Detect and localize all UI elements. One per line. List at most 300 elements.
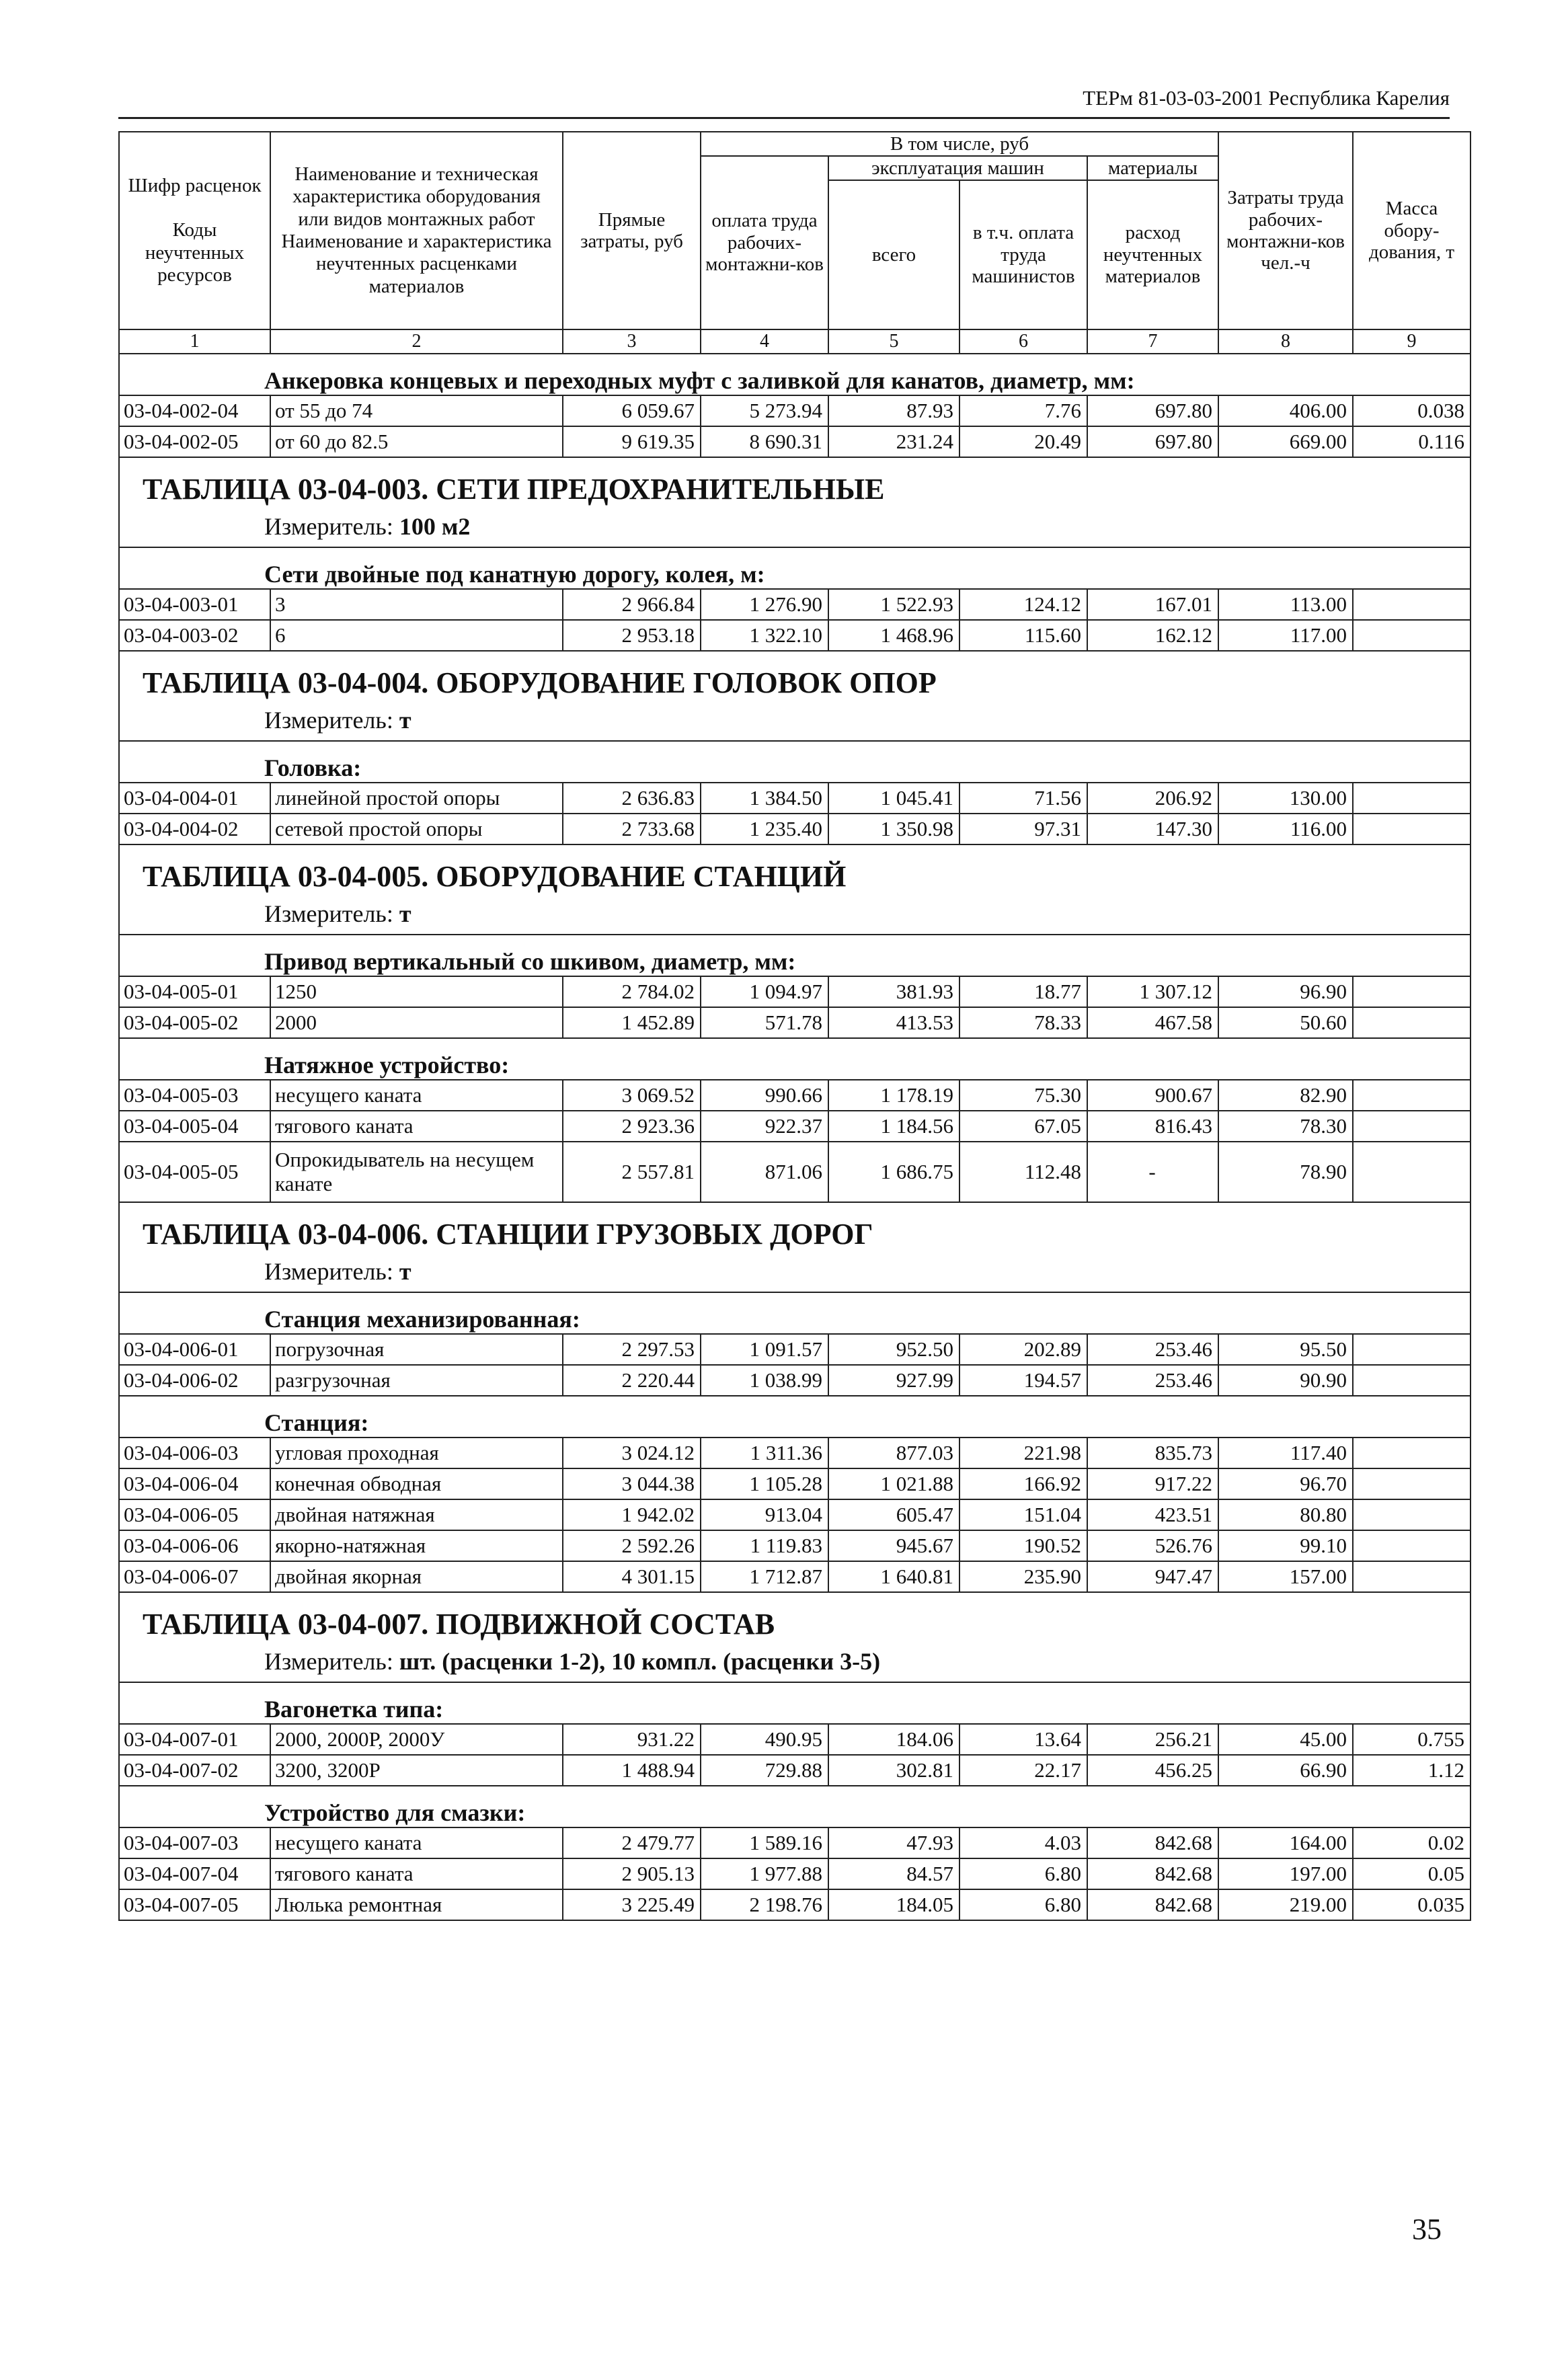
- cell-materials: 147.30: [1087, 814, 1218, 844]
- table-row: [119, 589, 1471, 620]
- cell-wages: 1 384.50: [701, 783, 828, 814]
- table-row: [119, 1111, 1471, 1142]
- cell-labor: 96.70: [1218, 1468, 1353, 1499]
- cell-materials: 842.68: [1087, 1827, 1218, 1858]
- table-row: [119, 1007, 1471, 1038]
- unit-value: т: [399, 707, 411, 734]
- cell-direct: 2 966.84: [563, 589, 701, 620]
- cell-labor: 90.90: [1218, 1365, 1353, 1396]
- cell-labor: 78.90: [1218, 1142, 1353, 1202]
- cell-materials: 167.01: [1087, 589, 1218, 620]
- header-including: В том числе, руб: [701, 132, 1218, 156]
- section-row: [119, 1396, 1471, 1438]
- cell-name: тягового каната: [270, 1858, 563, 1889]
- cell-operators-wages: 202.89: [959, 1334, 1087, 1365]
- cell-name: 6: [270, 620, 563, 651]
- cell-operators-wages: 194.57: [959, 1365, 1087, 1396]
- cell-mass: [1353, 1561, 1471, 1592]
- cell-materials: -: [1087, 1142, 1218, 1202]
- cell-labor: 78.30: [1218, 1111, 1353, 1142]
- document-header: ТЕРм 81-03-03-2001 Республика Карелия: [118, 86, 1450, 119]
- cell-machines-total: 184.05: [828, 1889, 959, 1920]
- cell-materials: 467.58: [1087, 1007, 1218, 1038]
- cell-code: 03-04-005-05: [119, 1142, 270, 1202]
- cell-mass: 0.755: [1353, 1724, 1471, 1755]
- cell-operators-wages: 97.31: [959, 814, 1087, 844]
- cell-labor: 50.60: [1218, 1007, 1353, 1038]
- cell-direct: 3 069.52: [563, 1080, 701, 1111]
- cell-mass: 1.12: [1353, 1755, 1471, 1786]
- cell-direct: 9 619.35: [563, 426, 701, 457]
- colnum-6: 6: [959, 329, 1087, 354]
- section-row: [119, 1292, 1471, 1334]
- cell-operators-wages: 235.90: [959, 1561, 1087, 1592]
- measure-unit: [119, 894, 1471, 935]
- cell-machines-total: 605.47: [828, 1499, 959, 1530]
- colnum-4: 4: [701, 329, 828, 354]
- cell-name: 1250: [270, 976, 563, 1007]
- table-title: ТАБЛИЦА 03-04-003. СЕТИ ПРЕДОХРАНИТЕЛЬНЫЕ: [119, 457, 1471, 506]
- cell-mass: [1353, 1530, 1471, 1561]
- cell-code: 03-04-007-01: [119, 1724, 270, 1755]
- cell-machines-total: 47.93: [828, 1827, 959, 1858]
- section-row: [119, 1038, 1471, 1080]
- cell-mass: 0.05: [1353, 1858, 1471, 1889]
- cell-mass: [1353, 1365, 1471, 1396]
- cell-wages: 1 091.57: [701, 1334, 828, 1365]
- cell-mass: [1353, 1111, 1471, 1142]
- cell-mass: [1353, 1007, 1471, 1038]
- cell-mass: 0.02: [1353, 1827, 1471, 1858]
- cell-direct: 931.22: [563, 1724, 701, 1755]
- cell-labor: 117.00: [1218, 620, 1353, 651]
- header-name-unaccounted: Наименование и характеристика неучтенных расценками материалов: [281, 231, 552, 297]
- header-total: всего: [828, 180, 959, 329]
- cell-operators-wages: 7.76: [959, 395, 1087, 426]
- colnum-2: 2: [270, 329, 563, 354]
- cell-mass: 0.038: [1353, 395, 1471, 426]
- cell-operators-wages: 67.05: [959, 1111, 1087, 1142]
- cell-operators-wages: 115.60: [959, 620, 1087, 651]
- table-row: [119, 814, 1471, 844]
- table-row: [119, 395, 1471, 426]
- cell-direct: 1 942.02: [563, 1499, 701, 1530]
- cell-name: конечная обводная: [270, 1468, 563, 1499]
- cell-wages: 1 276.90: [701, 589, 828, 620]
- header-machines: эксплуатация машин: [828, 156, 1087, 180]
- table-row: [119, 1365, 1471, 1396]
- cell-code: 03-04-007-05: [119, 1889, 270, 1920]
- cell-materials: 526.76: [1087, 1530, 1218, 1561]
- cell-machines-total: 945.67: [828, 1530, 959, 1561]
- section-row: [119, 354, 1471, 395]
- cell-code: 03-04-004-01: [119, 783, 270, 814]
- cell-direct: 2 297.53: [563, 1334, 701, 1365]
- cell-code: 03-04-003-02: [119, 620, 270, 651]
- measure-unit: [119, 1641, 1471, 1682]
- header-direct: Прямые затраты, руб: [563, 132, 701, 329]
- unit-label: Измеритель:: [264, 513, 399, 540]
- colnum-7: 7: [1087, 329, 1218, 354]
- cell-name: 2000: [270, 1007, 563, 1038]
- cell-direct: 3 024.12: [563, 1438, 701, 1468]
- unit-value: шт. (расценки 1-2), 10 компл. (расценки 3-5): [399, 1648, 881, 1675]
- unit-label: Измеритель:: [264, 900, 399, 927]
- cell-direct: 2 557.81: [563, 1142, 701, 1202]
- page-number: 35: [1412, 2213, 1442, 2246]
- cell-name: погрузочная: [270, 1334, 563, 1365]
- cell-code: 03-04-007-04: [119, 1858, 270, 1889]
- cell-materials: 253.46: [1087, 1365, 1218, 1396]
- cell-operators-wages: 4.03: [959, 1827, 1087, 1858]
- section-heading: Привод вертикальный со шкивом, диаметр, мм:: [119, 935, 1471, 976]
- cell-code: 03-04-004-02: [119, 814, 270, 844]
- table-title-row: [119, 844, 1471, 894]
- cell-code: 03-04-005-04: [119, 1111, 270, 1142]
- unit-row: [119, 894, 1471, 935]
- section-row: [119, 1682, 1471, 1724]
- table-title-row: [119, 457, 1471, 506]
- cell-materials: 835.73: [1087, 1438, 1218, 1468]
- header-mat-consumption: расход неучтенных материалов: [1087, 180, 1218, 329]
- header-materials: материалы: [1087, 156, 1218, 180]
- section-row: [119, 1786, 1471, 1827]
- cell-labor: 95.50: [1218, 1334, 1353, 1365]
- cell-machines-total: 1 184.56: [828, 1111, 959, 1142]
- cell-direct: 1 488.94: [563, 1755, 701, 1786]
- table-body: [119, 354, 1471, 1920]
- table-title: ТАБЛИЦА 03-04-005. ОБОРУДОВАНИЕ СТАНЦИЙ: [119, 844, 1471, 894]
- header-codes-unaccounted: Коды неучтенных ресурсов: [145, 219, 245, 286]
- table-row: [119, 1889, 1471, 1920]
- unit-label: Измеритель:: [264, 1258, 399, 1285]
- cell-name: от 55 до 74: [270, 395, 563, 426]
- unit-label: Измеритель:: [264, 707, 399, 734]
- cell-labor: 66.90: [1218, 1755, 1353, 1786]
- cell-materials: 947.47: [1087, 1561, 1218, 1592]
- cell-name: сетевой простой опоры: [270, 814, 563, 844]
- cell-materials: 816.43: [1087, 1111, 1218, 1142]
- cell-machines-total: 1 350.98: [828, 814, 959, 844]
- cell-mass: 0.116: [1353, 426, 1471, 457]
- cell-labor: 116.00: [1218, 814, 1353, 844]
- cell-machines-total: 877.03: [828, 1438, 959, 1468]
- table-row: [119, 1438, 1471, 1468]
- cell-materials: 253.46: [1087, 1334, 1218, 1365]
- cell-code: 03-04-006-04: [119, 1468, 270, 1499]
- cell-machines-total: 952.50: [828, 1334, 959, 1365]
- cell-operators-wages: 13.64: [959, 1724, 1087, 1755]
- cell-labor: 157.00: [1218, 1561, 1353, 1592]
- cell-direct: 2 923.36: [563, 1111, 701, 1142]
- header-mass: Масса обору-дования, т: [1353, 132, 1471, 329]
- cell-wages: 922.37: [701, 1111, 828, 1142]
- cell-materials: 842.68: [1087, 1889, 1218, 1920]
- table-row: [119, 783, 1471, 814]
- cell-machines-total: 927.99: [828, 1365, 959, 1396]
- cell-labor: 82.90: [1218, 1080, 1353, 1111]
- cell-wages: 990.66: [701, 1080, 828, 1111]
- cell-direct: 2 220.44: [563, 1365, 701, 1396]
- cell-wages: 2 198.76: [701, 1889, 828, 1920]
- table-title-row: [119, 651, 1471, 700]
- cell-code: 03-04-006-07: [119, 1561, 270, 1592]
- cell-wages: 1 712.87: [701, 1561, 828, 1592]
- cell-machines-total: 413.53: [828, 1007, 959, 1038]
- cell-machines-total: 1 640.81: [828, 1561, 959, 1592]
- cell-direct: 1 452.89: [563, 1007, 701, 1038]
- cell-operators-wages: 221.98: [959, 1438, 1087, 1468]
- cell-mass: [1353, 1438, 1471, 1468]
- cell-labor: 96.90: [1218, 976, 1353, 1007]
- cell-mass: [1353, 1334, 1471, 1365]
- cell-direct: 4 301.15: [563, 1561, 701, 1592]
- cell-wages: 8 690.31: [701, 426, 828, 457]
- cell-name: тягового каната: [270, 1111, 563, 1142]
- cell-wages: 1 119.83: [701, 1530, 828, 1561]
- unit-row: [119, 1251, 1471, 1292]
- cell-machines-total: 1 178.19: [828, 1080, 959, 1111]
- cell-code: 03-04-002-04: [119, 395, 270, 426]
- cell-labor: 164.00: [1218, 1827, 1353, 1858]
- cell-wages: 1 094.97: [701, 976, 828, 1007]
- cell-code: 03-04-005-01: [119, 976, 270, 1007]
- table-row: [119, 426, 1471, 457]
- cell-operators-wages: 18.77: [959, 976, 1087, 1007]
- colnum-3: 3: [563, 329, 701, 354]
- cell-materials: 917.22: [1087, 1468, 1218, 1499]
- cell-mass: [1353, 976, 1471, 1007]
- cell-mass: [1353, 1080, 1471, 1111]
- cell-machines-total: 381.93: [828, 976, 959, 1007]
- cell-wages: 1 235.40: [701, 814, 828, 844]
- table-row: [119, 1827, 1471, 1858]
- table-title-row: [119, 1592, 1471, 1641]
- table-row: [119, 1561, 1471, 1592]
- table-row: [119, 1755, 1471, 1786]
- cell-operators-wages: 20.49: [959, 426, 1087, 457]
- cell-code: 03-04-003-01: [119, 589, 270, 620]
- cell-labor: 117.40: [1218, 1438, 1353, 1468]
- cell-operators-wages: 151.04: [959, 1499, 1087, 1530]
- cell-labor: 45.00: [1218, 1724, 1353, 1755]
- cell-wages: 490.95: [701, 1724, 828, 1755]
- measure-unit: [119, 506, 1471, 547]
- cell-machines-total: 1 686.75: [828, 1142, 959, 1202]
- cell-code: 03-04-007-03: [119, 1827, 270, 1858]
- unit-value: т: [399, 900, 411, 927]
- section-row: [119, 547, 1471, 589]
- cell-mass: [1353, 783, 1471, 814]
- table-title: ТАБЛИЦА 03-04-006. СТАНЦИИ ГРУЗОВЫХ ДОРОГ: [119, 1202, 1471, 1251]
- cell-materials: 206.92: [1087, 783, 1218, 814]
- cell-mass: [1353, 1468, 1471, 1499]
- cell-machines-total: 1 468.96: [828, 620, 959, 651]
- unit-value: 100 м2: [399, 513, 471, 540]
- cell-direct: 2 636.83: [563, 783, 701, 814]
- cell-name: Опрокидыватель на несущем канате: [270, 1142, 563, 1202]
- cell-direct: 2 733.68: [563, 814, 701, 844]
- section-heading: Устройство для смазки:: [119, 1786, 1471, 1827]
- cell-direct: 6 059.67: [563, 395, 701, 426]
- cell-wages: 729.88: [701, 1755, 828, 1786]
- cell-code: 03-04-006-01: [119, 1334, 270, 1365]
- cell-operators-wages: 78.33: [959, 1007, 1087, 1038]
- unit-value: т: [399, 1258, 411, 1285]
- cell-materials: 900.67: [1087, 1080, 1218, 1111]
- cell-name: 2000, 2000Р, 2000У: [270, 1724, 563, 1755]
- cell-materials: 456.25: [1087, 1755, 1218, 1786]
- table-title: ТАБЛИЦА 03-04-004. ОБОРУДОВАНИЕ ГОЛОВОК ОПОР: [119, 651, 1471, 700]
- cell-name: от 60 до 82.5: [270, 426, 563, 457]
- cell-direct: 3 044.38: [563, 1468, 701, 1499]
- table-row: [119, 1468, 1471, 1499]
- cell-code: 03-04-002-05: [119, 426, 270, 457]
- section-heading: Станция механизированная:: [119, 1292, 1471, 1334]
- cell-wages: 871.06: [701, 1142, 828, 1202]
- cell-machines-total: 184.06: [828, 1724, 959, 1755]
- table-row: [119, 620, 1471, 651]
- cell-name: линейной простой опоры: [270, 783, 563, 814]
- cell-direct: 2 784.02: [563, 976, 701, 1007]
- colnum-8: 8: [1218, 329, 1353, 354]
- cell-direct: 2 592.26: [563, 1530, 701, 1561]
- unit-row: [119, 1641, 1471, 1682]
- cell-code: 03-04-006-02: [119, 1365, 270, 1396]
- cell-machines-total: 231.24: [828, 426, 959, 457]
- price-table: [118, 131, 1471, 1921]
- cell-direct: 2 905.13: [563, 1858, 701, 1889]
- cell-wages: 1 589.16: [701, 1827, 828, 1858]
- cell-operators-wages: 124.12: [959, 589, 1087, 620]
- cell-operators-wages: 6.80: [959, 1858, 1087, 1889]
- cell-direct: 2 953.18: [563, 620, 701, 651]
- cell-machines-total: 1 045.41: [828, 783, 959, 814]
- cell-name: несущего каната: [270, 1080, 563, 1111]
- cell-materials: 697.80: [1087, 426, 1218, 457]
- header-incl-operators: в т.ч. оплата труда машинистов: [959, 180, 1087, 329]
- section-row: [119, 935, 1471, 976]
- cell-wages: 571.78: [701, 1007, 828, 1038]
- cell-operators-wages: 75.30: [959, 1080, 1087, 1111]
- unit-row: [119, 506, 1471, 547]
- colnum-5: 5: [828, 329, 959, 354]
- cell-name: 3200, 3200Р: [270, 1755, 563, 1786]
- cell-name: двойная якорная: [270, 1561, 563, 1592]
- cell-mass: [1353, 1142, 1471, 1202]
- cell-code: 03-04-007-02: [119, 1755, 270, 1786]
- measure-unit: [119, 1251, 1471, 1292]
- cell-labor: 406.00: [1218, 395, 1353, 426]
- cell-wages: 5 273.94: [701, 395, 828, 426]
- cell-code: 03-04-005-03: [119, 1080, 270, 1111]
- cell-wages: 1 311.36: [701, 1438, 828, 1468]
- unit-row: [119, 700, 1471, 741]
- cell-wages: 1 105.28: [701, 1468, 828, 1499]
- cell-materials: 842.68: [1087, 1858, 1218, 1889]
- cell-labor: 113.00: [1218, 589, 1353, 620]
- table-header: [119, 132, 1471, 354]
- table-row: [119, 1530, 1471, 1561]
- cell-name: разгрузочная: [270, 1365, 563, 1396]
- measure-unit: [119, 700, 1471, 741]
- cell-wages: 1 038.99: [701, 1365, 828, 1396]
- cell-name: двойная натяжная: [270, 1499, 563, 1530]
- cell-name: 3: [270, 589, 563, 620]
- cell-name: якорно-натяжная: [270, 1530, 563, 1561]
- cell-machines-total: 84.57: [828, 1858, 959, 1889]
- section-heading: Анкеровка концевых и переходных муфт с заливкой для канатов, диаметр, мм:: [119, 354, 1471, 395]
- header-wages: оплата труда рабочих-монтажни-ков: [701, 156, 828, 329]
- cell-operators-wages: 190.52: [959, 1530, 1087, 1561]
- cell-code: 03-04-006-03: [119, 1438, 270, 1468]
- header-name: [270, 132, 563, 329]
- cell-labor: 669.00: [1218, 426, 1353, 457]
- cell-operators-wages: 112.48: [959, 1142, 1087, 1202]
- cell-mass: 0.035: [1353, 1889, 1471, 1920]
- cell-operators-wages: 71.56: [959, 783, 1087, 814]
- cell-materials: 256.21: [1087, 1724, 1218, 1755]
- cell-code: 03-04-005-02: [119, 1007, 270, 1038]
- table-title-row: [119, 1202, 1471, 1251]
- cell-wages: 1 977.88: [701, 1858, 828, 1889]
- cell-labor: 219.00: [1218, 1889, 1353, 1920]
- section-heading: Натяжное устройство:: [119, 1038, 1471, 1080]
- cell-name: несущего каната: [270, 1827, 563, 1858]
- cell-labor: 80.80: [1218, 1499, 1353, 1530]
- cell-operators-wages: 6.80: [959, 1889, 1087, 1920]
- cell-labor: 197.00: [1218, 1858, 1353, 1889]
- header-labor: Затраты труда рабочих-монтажни-ков чел.-ч: [1218, 132, 1353, 329]
- cell-materials: 1 307.12: [1087, 976, 1218, 1007]
- header-code-label: Шифр расценок: [128, 174, 262, 196]
- cell-mass: [1353, 814, 1471, 844]
- cell-labor: 130.00: [1218, 783, 1353, 814]
- table-row: [119, 1142, 1471, 1202]
- cell-operators-wages: 166.92: [959, 1468, 1087, 1499]
- cell-mass: [1353, 1499, 1471, 1530]
- cell-materials: 697.80: [1087, 395, 1218, 426]
- cell-machines-total: 1 522.93: [828, 589, 959, 620]
- table-row: [119, 976, 1471, 1007]
- section-heading: Сети двойные под канатную дорогу, колея, м:: [119, 547, 1471, 589]
- cell-name: Люлька ремонтная: [270, 1889, 563, 1920]
- section-heading: Вагонетка типа:: [119, 1682, 1471, 1724]
- cell-direct: 3 225.49: [563, 1889, 701, 1920]
- cell-operators-wages: 22.17: [959, 1755, 1087, 1786]
- column-numbers-row: [119, 329, 1471, 354]
- header-name-label: Наименование и техническая характеристика оборудования или видов монтажных работ: [292, 163, 541, 230]
- cell-machines-total: 302.81: [828, 1755, 959, 1786]
- cell-name: угловая проходная: [270, 1438, 563, 1468]
- table-row: [119, 1080, 1471, 1111]
- unit-label: Измеритель:: [264, 1648, 399, 1675]
- table-title: ТАБЛИЦА 03-04-007. ПОДВИЖНОЙ СОСТАВ: [119, 1592, 1471, 1641]
- table-row: [119, 1858, 1471, 1889]
- cell-code: 03-04-006-06: [119, 1530, 270, 1561]
- cell-direct: 2 479.77: [563, 1827, 701, 1858]
- cell-mass: [1353, 620, 1471, 651]
- cell-code: 03-04-006-05: [119, 1499, 270, 1530]
- cell-labor: 99.10: [1218, 1530, 1353, 1561]
- cell-mass: [1353, 589, 1471, 620]
- table-row: [119, 1334, 1471, 1365]
- cell-wages: 913.04: [701, 1499, 828, 1530]
- table-row: [119, 1724, 1471, 1755]
- section-heading: Станция:: [119, 1396, 1471, 1438]
- section-row: [119, 741, 1471, 783]
- table-row: [119, 1499, 1471, 1530]
